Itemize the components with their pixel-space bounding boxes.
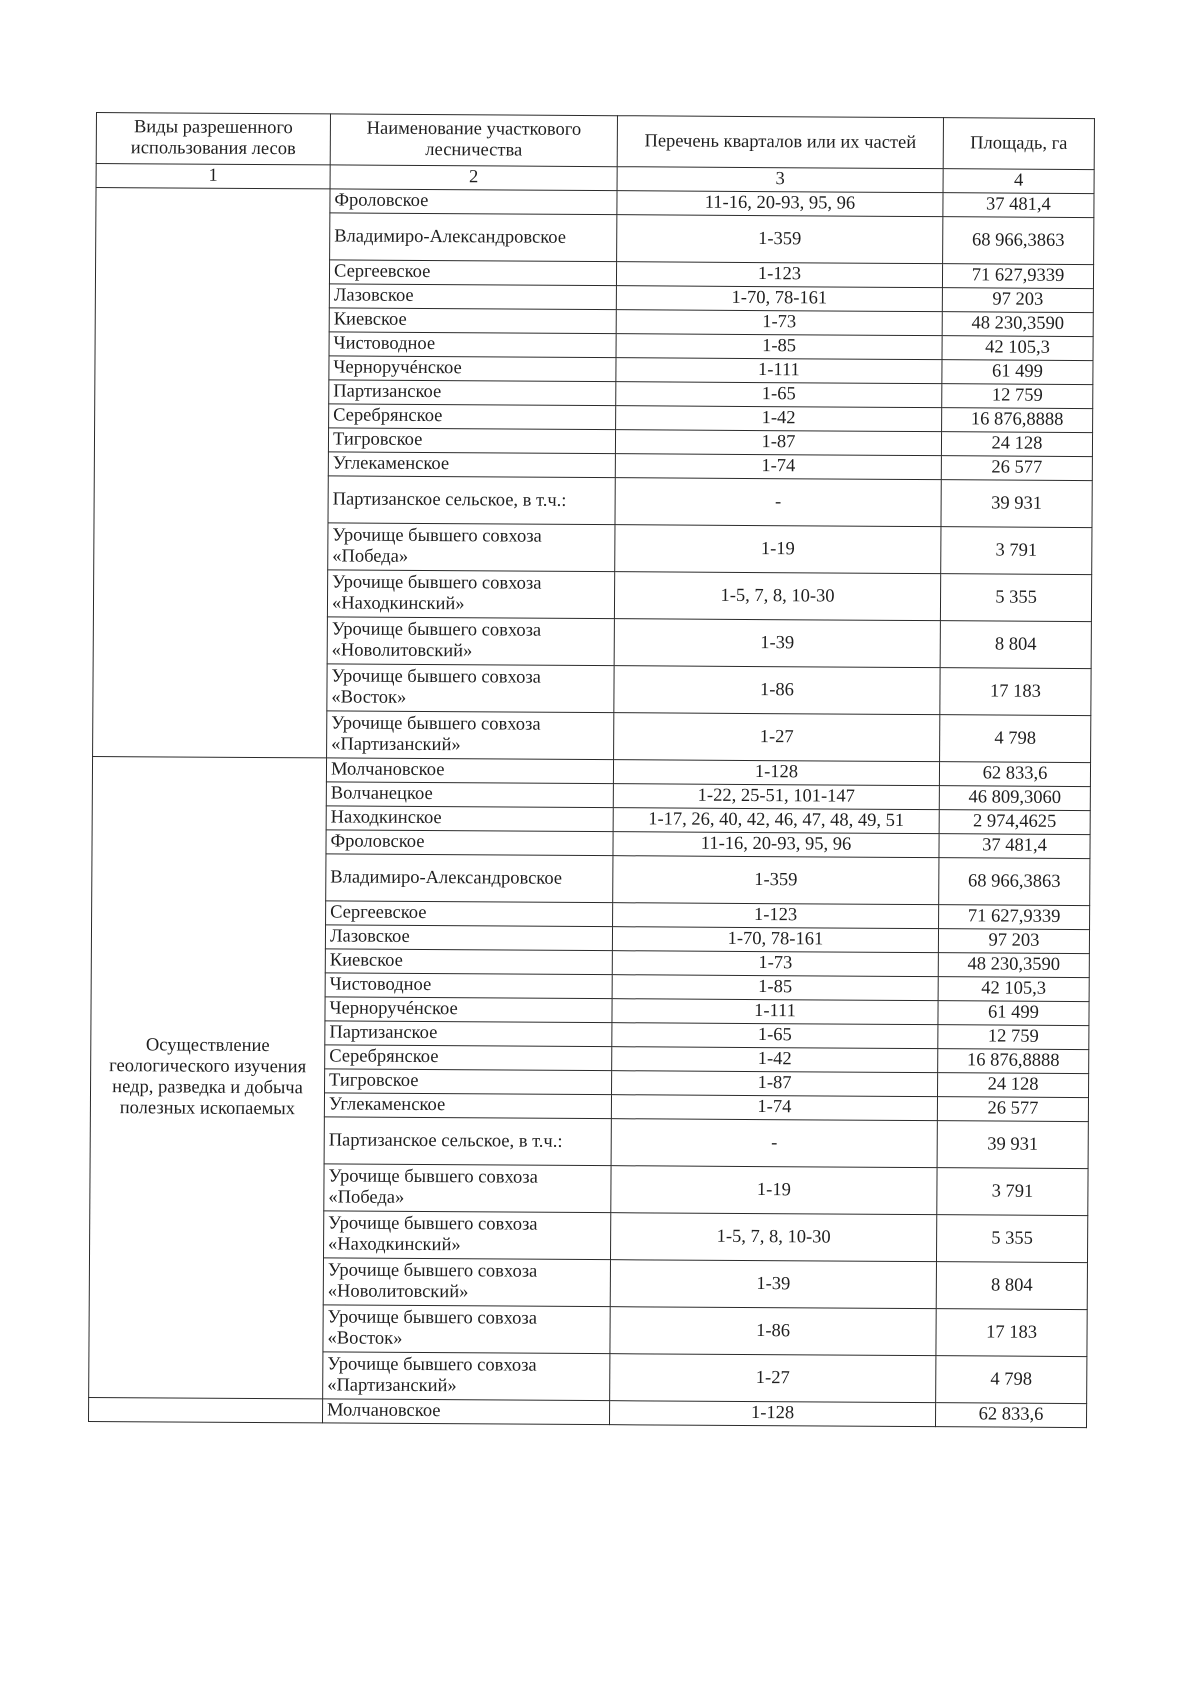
area-cell: 61 499 bbox=[938, 1001, 1089, 1026]
quarters-cell: 1-359 bbox=[613, 856, 939, 905]
quarters-cell: 1-65 bbox=[612, 1023, 938, 1049]
use-kind-cell: Осуществление геологического изучения недр, разведка и добыча полезных ископаемых bbox=[89, 756, 327, 1398]
forestry-name-cell: Молчановское bbox=[326, 758, 613, 784]
forestry-name-cell: Партизанское bbox=[325, 1021, 612, 1047]
area-cell: 5 355 bbox=[936, 1215, 1087, 1263]
quarters-cell: 1-19 bbox=[611, 1166, 937, 1215]
quarters-cell: 1-86 bbox=[610, 1307, 936, 1356]
area-cell: 37 481,4 bbox=[939, 834, 1090, 859]
quarters-cell: 1-87 bbox=[615, 430, 941, 456]
quarters-cell: 1-73 bbox=[612, 951, 938, 977]
header-area: Площадь, га bbox=[943, 118, 1094, 170]
area-cell: 16 876,8888 bbox=[938, 1049, 1089, 1074]
forestry-name-cell: Углекаменское bbox=[324, 1093, 611, 1119]
area-cell: 46 809,3060 bbox=[939, 786, 1090, 811]
area-cell: 68 966,3863 bbox=[943, 217, 1094, 265]
area-cell: 62 833,6 bbox=[939, 762, 1090, 787]
area-cell: 26 577 bbox=[941, 456, 1092, 481]
forestry-name-cell: Урочище бывшего совхоза «Победа» bbox=[328, 523, 615, 572]
quarters-cell: 1-359 bbox=[617, 215, 943, 264]
forestry-name-cell: Урочище бывшего совхоза «Победа» bbox=[324, 1164, 611, 1213]
quarters-cell: 1-5, 7, 8, 10-30 bbox=[614, 572, 940, 621]
forestry-name-cell: Лазовское bbox=[325, 925, 612, 951]
forestry-name-cell: Владимиро-Александровское bbox=[330, 213, 617, 262]
forestry-name-cell: Чистоводное bbox=[325, 973, 612, 999]
area-cell: 97 203 bbox=[942, 288, 1093, 313]
quarters-cell: 1-74 bbox=[611, 1095, 937, 1121]
area-cell: 61 499 bbox=[942, 360, 1093, 385]
table-row bbox=[92, 756, 1090, 786]
header-row bbox=[96, 113, 1094, 170]
forestry-name-cell: Чистоводное bbox=[329, 332, 616, 358]
quarters-cell: 1-27 bbox=[614, 713, 940, 762]
quarters-cell: 1-27 bbox=[610, 1354, 936, 1403]
area-cell: 48 230,3590 bbox=[942, 312, 1093, 337]
quarters-cell: 1-19 bbox=[615, 525, 941, 574]
use-kind-cell bbox=[89, 1397, 323, 1422]
quarters-cell: 1-17, 26, 40, 42, 46, 47, 48, 49, 51 bbox=[613, 808, 939, 834]
quarters-cell: 1-74 bbox=[615, 454, 941, 480]
quarters-cell: 1-70, 78-161 bbox=[612, 927, 938, 953]
column-number: 1 bbox=[96, 164, 330, 189]
area-cell: 42 105,3 bbox=[938, 977, 1089, 1002]
quarters-cell: 1-70, 78-161 bbox=[616, 286, 942, 312]
area-cell: 39 931 bbox=[941, 480, 1092, 528]
column-number: 2 bbox=[330, 165, 617, 191]
forestry-name-cell: Тигровское bbox=[325, 1069, 612, 1095]
forest-use-table bbox=[88, 112, 1095, 1428]
quarters-cell: 1-87 bbox=[612, 1071, 938, 1097]
table-row bbox=[96, 188, 1094, 218]
forestry-name-cell: Лазовское bbox=[329, 284, 616, 310]
area-cell: 17 183 bbox=[940, 668, 1091, 716]
quarters-cell: 1-42 bbox=[612, 1047, 938, 1073]
area-cell: 42 105,3 bbox=[942, 336, 1093, 361]
forestry-name-cell: Партизанское сельское, в т.ч.: bbox=[328, 476, 615, 525]
quarters-cell: - bbox=[615, 478, 941, 527]
forestry-name-cell: Углекаменское bbox=[328, 452, 615, 478]
quarters-cell: 1-85 bbox=[616, 334, 942, 360]
area-cell: 12 759 bbox=[942, 384, 1093, 409]
area-cell: 71 627,9339 bbox=[939, 905, 1090, 930]
area-cell: 48 230,3590 bbox=[938, 953, 1089, 978]
quarters-cell: 1-22, 25-51, 101-147 bbox=[613, 784, 939, 810]
use-kind-cell bbox=[93, 188, 330, 758]
forestry-name-cell: Урочище бывшего совхоза «Находкинский» bbox=[324, 1211, 611, 1260]
forestry-name-cell: Урочище бывшего совхоза «Новолитовский» bbox=[327, 617, 614, 666]
area-cell: 17 183 bbox=[936, 1309, 1087, 1357]
forestry-name-cell: Киевское bbox=[329, 308, 616, 334]
quarters-cell: 1-39 bbox=[614, 619, 940, 668]
header-quarters: Перечень кварталов или их частей bbox=[617, 116, 943, 169]
forestry-name-cell: Киевское bbox=[325, 949, 612, 975]
forestry-name-cell: Фроловское bbox=[326, 830, 613, 856]
quarters-cell: 1-128 bbox=[613, 760, 939, 786]
forestry-name-cell: Черноручéнское bbox=[325, 997, 612, 1023]
area-cell: 2 974,4625 bbox=[939, 810, 1090, 835]
area-cell: 71 627,9339 bbox=[942, 264, 1093, 289]
area-cell: 8 804 bbox=[936, 1262, 1087, 1310]
quarters-cell: 1-123 bbox=[616, 262, 942, 288]
forestry-name-cell: Партизанское bbox=[329, 380, 616, 406]
area-cell: 97 203 bbox=[938, 929, 1089, 954]
area-cell: 24 128 bbox=[941, 432, 1092, 457]
quarters-cell: 1-111 bbox=[616, 358, 942, 384]
area-cell: 62 833,6 bbox=[935, 1403, 1086, 1428]
quarters-cell: 1-85 bbox=[612, 975, 938, 1001]
quarters-cell: 11-16, 20-93, 95, 96 bbox=[617, 191, 943, 217]
area-cell: 12 759 bbox=[938, 1025, 1089, 1050]
quarters-cell: 1-128 bbox=[609, 1401, 935, 1427]
area-cell: 8 804 bbox=[940, 621, 1091, 669]
area-cell: 4 798 bbox=[940, 715, 1091, 763]
forestry-name-cell: Серебрянское bbox=[329, 404, 616, 430]
forestry-name-cell: Владимиро-Александровское bbox=[326, 854, 613, 903]
quarters-cell: 1-5, 7, 8, 10-30 bbox=[610, 1213, 936, 1262]
forestry-name-cell: Сергеевское bbox=[329, 260, 616, 286]
forestry-name-cell: Молчановское bbox=[322, 1399, 609, 1425]
quarters-cell: 1-123 bbox=[613, 903, 939, 929]
table-body bbox=[89, 188, 1095, 1428]
area-cell: 24 128 bbox=[938, 1073, 1089, 1098]
area-cell: 39 931 bbox=[937, 1121, 1088, 1169]
forestry-name-cell: Урочище бывшего совхоза «Партизанский» bbox=[327, 711, 614, 760]
header-use-kind: Виды разрешенного использования лесов bbox=[96, 113, 330, 165]
area-cell: 37 481,4 bbox=[943, 193, 1094, 218]
area-cell: 26 577 bbox=[937, 1097, 1088, 1122]
forestry-name-cell: Урочище бывшего совхоза «Партизанский» bbox=[323, 1352, 610, 1401]
forestry-name-cell: Тигровское bbox=[328, 428, 615, 454]
quarters-cell: 11-16, 20-93, 95, 96 bbox=[613, 832, 939, 858]
area-cell: 16 876,8888 bbox=[942, 408, 1093, 433]
forestry-name-cell: Урочище бывшего совхоза «Восток» bbox=[323, 1305, 610, 1354]
forestry-name-cell: Черноручéнское bbox=[329, 356, 616, 382]
forestry-name-cell: Фроловское bbox=[330, 189, 617, 215]
forestry-name-cell: Урочище бывшего совхоза «Новолитовский» bbox=[323, 1258, 610, 1307]
area-cell: 3 791 bbox=[941, 527, 1092, 575]
area-cell: 3 791 bbox=[937, 1168, 1088, 1216]
quarters-cell: 1-39 bbox=[610, 1260, 936, 1309]
quarters-cell: 1-111 bbox=[612, 999, 938, 1025]
quarters-cell: - bbox=[611, 1119, 937, 1168]
forestry-name-cell: Волчанецкое bbox=[326, 782, 613, 808]
forestry-name-cell: Урочище бывшего совхоза «Находкинский» bbox=[327, 570, 614, 619]
forestry-name-cell: Сергеевское bbox=[326, 901, 613, 927]
forestry-name-cell: Партизанское сельское, в т.ч.: bbox=[324, 1117, 611, 1166]
forestry-name-cell: Находкинское bbox=[326, 806, 613, 832]
area-cell: 4 798 bbox=[936, 1356, 1087, 1404]
quarters-cell: 1-42 bbox=[616, 406, 942, 432]
column-number: 3 bbox=[617, 167, 943, 193]
forestry-name-cell: Урочище бывшего совхоза «Восток» bbox=[327, 664, 614, 713]
area-cell: 68 966,3863 bbox=[939, 858, 1090, 906]
quarters-cell: 1-73 bbox=[616, 310, 942, 336]
header-forestry-name: Наименование участкового лесничества bbox=[330, 114, 617, 167]
quarters-cell: 1-86 bbox=[614, 666, 940, 715]
column-number: 4 bbox=[943, 169, 1094, 194]
area-cell: 5 355 bbox=[940, 574, 1091, 622]
forestry-name-cell: Серебрянское bbox=[325, 1045, 612, 1071]
table-row bbox=[89, 1397, 1087, 1427]
quarters-cell: 1-65 bbox=[616, 382, 942, 408]
